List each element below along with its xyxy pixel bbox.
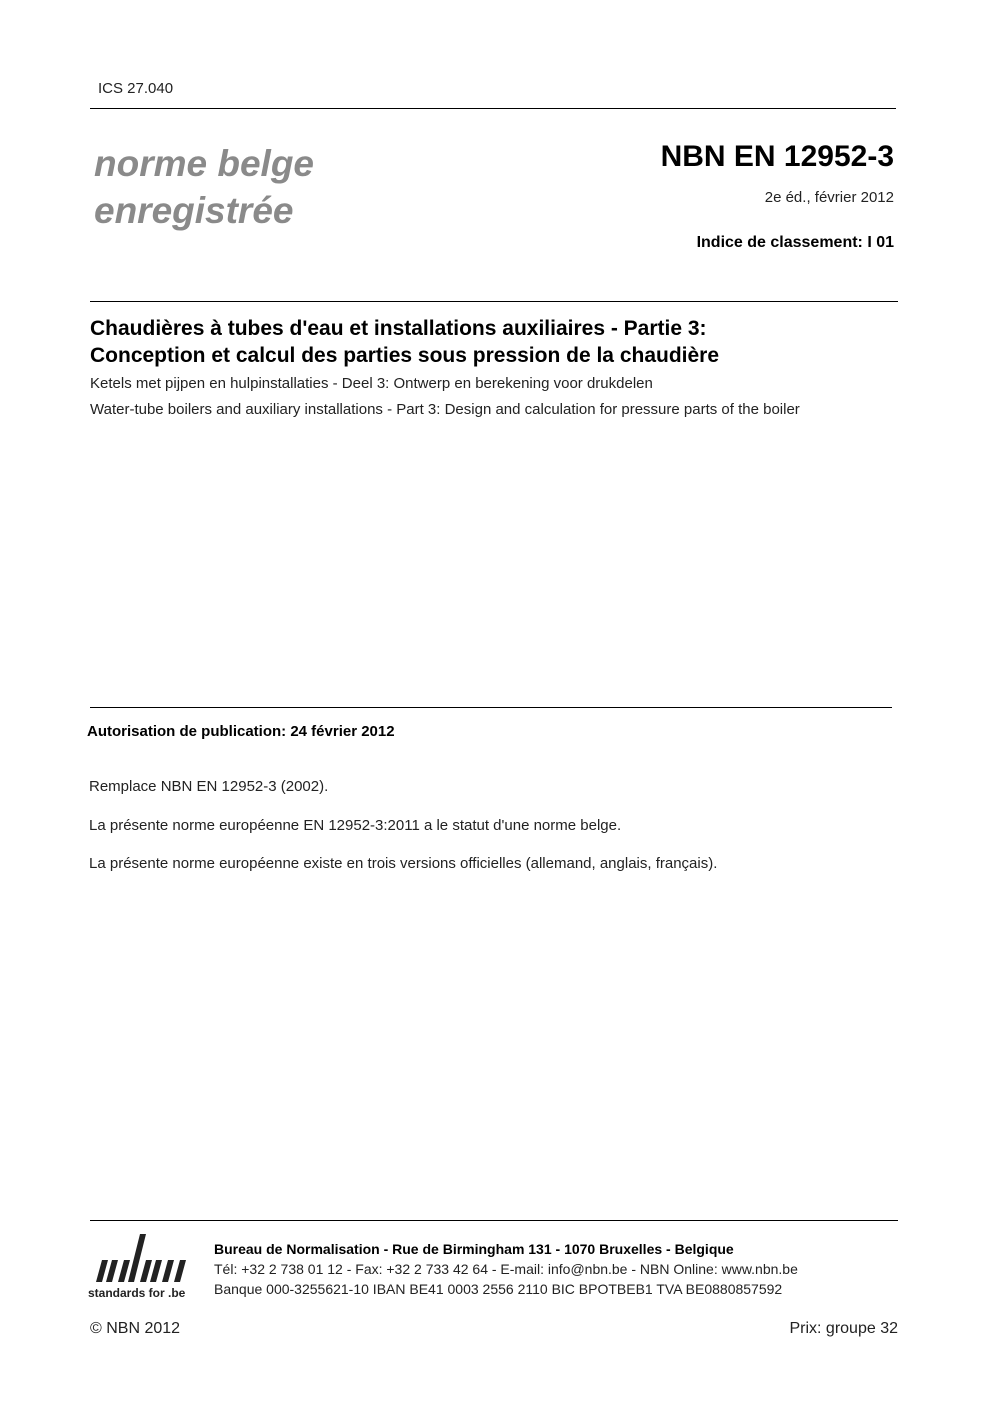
norme-line-1: norme belge <box>94 143 314 184</box>
contact-details: Tél: +32 2 738 01 12 - Fax: +32 2 733 42 64 - E-mail: info@nbn.be - NBN Online: www.nbn.be <box>214 1261 798 1277</box>
english-title: Water-tube boilers and auxiliary installations - Part 3: Design and calculation for pressure parts of the boiler <box>90 401 800 418</box>
edition-date: 2e éd., février 2012 <box>764 189 894 206</box>
french-title <box>90 315 900 369</box>
norme-line-2: enregistrée <box>94 190 294 231</box>
note-replaces: Remplace NBN EN 12952-3 (2002). <box>89 778 329 795</box>
standard-code: NBN EN 12952-3 <box>660 140 894 173</box>
dutch-title: Ketels met pijpen en hulpinstallaties - Deel 3: Ontwerp en berekening voor drukdelen <box>90 375 653 392</box>
logo-tagline: standards for .be <box>88 1286 186 1300</box>
french-title-line-2: Conception et calcul des parties sous pression de la chaudière <box>90 344 720 367</box>
header-divider <box>90 108 896 109</box>
french-title-line-1: Chaudières à tubes d'eau et installations auxiliaires - Partie 3: <box>90 317 707 340</box>
title-divider-bottom <box>90 707 892 708</box>
note-status: La présente norme européenne EN 12952-3:2011 a le statut d'une norme belge. <box>89 817 622 834</box>
norme-title <box>94 140 314 234</box>
ics-code: ICS 27.040 <box>98 80 174 97</box>
footer-divider <box>90 1220 898 1221</box>
copyright: © NBN 2012 <box>90 1320 181 1337</box>
bank-details: Banque 000-3255621-10 IBAN BE41 0003 2556 2110 BIC BPOTBEB1 TVA BE0880857592 <box>214 1281 783 1297</box>
title-divider-top <box>90 301 898 302</box>
note-versions: La présente norme européenne existe en trois versions officielles (allemand, anglais, français). <box>89 855 718 872</box>
classification-index: Indice de classement: I 01 <box>696 234 894 251</box>
price-group: Prix: groupe 32 <box>789 1320 898 1337</box>
bureau-address: Bureau de Normalisation - Rue de Birmingham 131 - 1070 Bruxelles - Belgique <box>214 1241 734 1257</box>
publication-authorisation: Autorisation de publication: 24 février 2012 <box>87 723 395 740</box>
